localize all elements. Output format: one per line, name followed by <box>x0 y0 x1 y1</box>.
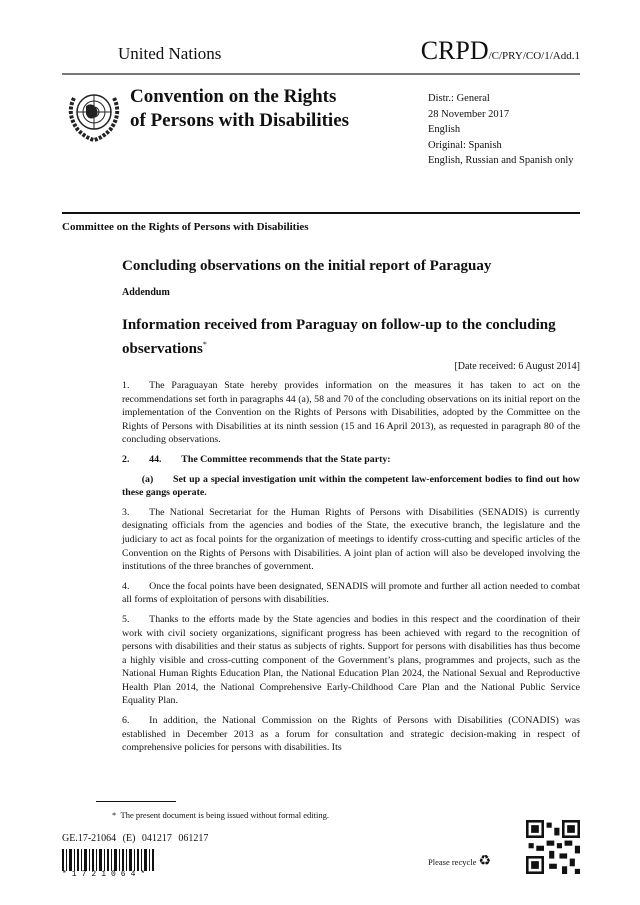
paragraph: 5. Thanks to the efforts made by the State agencies and bodies in this respect and the coordination of their work with civil society organizations, significant progress has been achieved with regard to the recognition of persons with disabilities and their status as subjects of rights. Support for persons with disabilities has thus become a highly visible and cross-cutting component of the Government’s plans, programmes and projects, such as the National Human Rights Education Plan, the National Education Plan 2024, the National Sexual and Reproductive Health Plan 2014, the National Comprehensive Early-Childhood Care Plan and the National Public Service Equality Plan. <box>122 613 580 707</box>
symbol-main: CRPD <box>420 36 489 65</box>
paragraph: 4. Once the focal points have been designated, SENADIS will promote and further all action needed to combat all forms of exploitation of persons with disabilities. <box>122 580 580 606</box>
barcode-number: *1721064* <box>62 870 151 879</box>
qr-code-icon <box>526 820 580 874</box>
paragraph: 3. The National Secretariat for the Human Rights of Persons with Disabilities (SENADIS) is currently designating officials from the agencies and bodies of the State, the executive branch, the legislature and the judiciary to act as focal points for the organization of meetings to identify cross-cutting and specific articles of the Convention on the Rights of Persons with Disabilities. A joint plan of action will also be developed involving the institutions of the three branches of government. <box>122 506 580 573</box>
distr-line: English, Russian and Spanish only <box>428 155 574 167</box>
subheading-text: Information received from Paraguay on follow-up to the concluding observations <box>122 317 556 357</box>
title-line: of Persons with Disabilities <box>130 110 350 131</box>
recycle-icon: ♻ <box>478 854 492 869</box>
convention-title <box>130 85 349 133</box>
header-rule <box>62 73 580 75</box>
distr-line: Original: Spanish <box>428 139 502 151</box>
distr-line: 28 November 2017 <box>428 108 510 120</box>
paragraph: (a) Set up a special investigation unit within the competent law-enforcement bodies to find out how these gangs operate. <box>122 473 580 499</box>
distribution-block <box>428 91 574 169</box>
committee-name: Committee on the Rights of Persons with Disabilities <box>62 221 309 233</box>
document-symbol <box>421 36 580 66</box>
date-received: [Date received: 6 August 2014] <box>454 361 580 372</box>
symbol-rest: /C/PRY/CO/1/Add.1 <box>488 50 580 62</box>
distr-line: English <box>428 124 461 136</box>
paragraph: 2. 44. The Committee recommends that the State party: <box>122 453 391 465</box>
title-line: Convention on the Rights <box>130 86 337 107</box>
org-name: United Nations <box>118 44 222 63</box>
footnote: * The present document is being issued without formal editing. <box>112 810 329 820</box>
recycle-text: Please recycle <box>428 857 477 867</box>
document-heading: Concluding observations on the initial report of Paraguay <box>122 258 492 274</box>
body-text <box>122 379 580 761</box>
distr-line: Distr.: General <box>428 93 490 104</box>
paragraph: 1. The Paraguayan State hereby provides information on the measures it has taken to act on the recommendations set forth in paragraphs 44 (a), 58 and 70 of the concluding observations on its initial report on the implementation of the Convention on the Rights of Persons with Disabilities, adopted by the Committee on the Rights of Persons with Disabilities at its ninth session (15 and 16 April 2013), as requested in paragraph 80 of the concluding observations. <box>122 380 580 446</box>
barcode-icon <box>62 849 154 871</box>
addendum-label: Addendum <box>122 287 170 298</box>
job-number: GE.17-21064 (E) 041217 061217 <box>62 833 209 844</box>
footnote-rule <box>96 801 176 802</box>
footnote-mark: * <box>202 340 207 349</box>
paragraph: 6. In addition, the National Commission on the Rights of Persons with Disabilities (CONADIS) was established in December 2013 as a forum for consultation and strategic decision-making in respect of comprehensive policies for persons with disabilities. Its <box>122 715 580 754</box>
document-subheading <box>122 316 562 359</box>
recycle-notice <box>428 853 491 870</box>
un-emblem-icon <box>64 84 124 144</box>
section-rule <box>62 212 580 214</box>
